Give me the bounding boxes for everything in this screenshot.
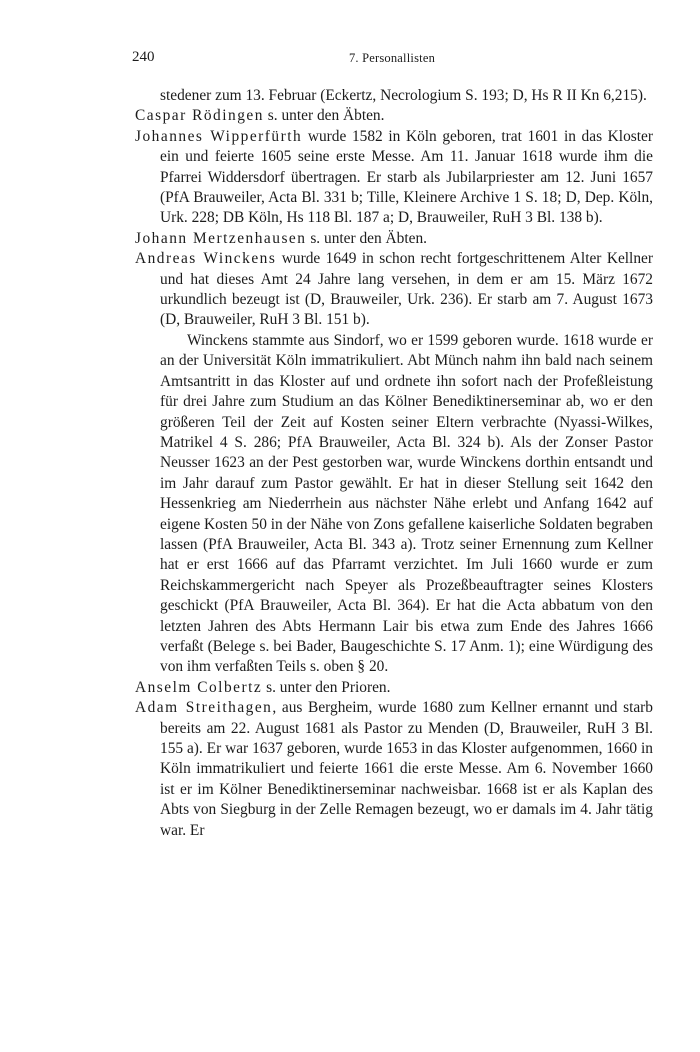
continuation-text: stedener zum 13. Februar (Eckertz, Necrologium S. 193; D, Hs R II Kn 6,215).	[160, 87, 647, 104]
entry-name: Adam Streithagen	[135, 699, 273, 717]
entry-text: , aus Bergheim, wurde 1680 zum Kellner ernannt und starb bereits am 22. August 1681 als Pastor zu Menden (D, Brauweiler, RuH 3 Bl. 155 a). Er war 1637 geboren, wurde 1653 in das Kloster aufgenommen, 1660 in Köln immatrikuliert und feierte 1661 die erste Messe. Am 6. November 1660 ist er im Kölner Benediktinerseminar nachweisbar. 1668 ist er als Kaplan des Abts von Siegburg in der Zelle Remagen bezeugt, wo er damals im 4. Jahr tätig war. Er	[160, 699, 653, 839]
entry-adam-streithagen	[135, 698, 653, 841]
entry-name: Andreas Winckens	[135, 250, 277, 268]
entry-anselm-colbertz	[135, 678, 653, 698]
page-header	[132, 47, 652, 67]
entry-name: Anselm Colbertz	[135, 678, 263, 696]
entry-text: s. unter den Äbten.	[306, 229, 428, 247]
entry-paragraph: Winckens stammte aus Sindorf, wo er 1599 geboren wurde. 1618 wurde er an der Universität Köln immatrikuliert. Abt Münch nahm ihn bald nach seinem Amtsantritt in das Kloster auf und ordnete ihn sofort nach der Profeßleistung für drei Jahre zum Studium an das Kölner Benediktinerseminar ab, wo er den größeren Teil der Zeit auf Kosten seiner Eltern verbrachte (Nyassi-Wilkes, Matrikel 4 S. 286; PfA Brauweiler, Acta Bl. 324 b). Als der Zonser Pastor Neusser 1623 an der Pest gestorben war, wurde Winckens dorthin entsandt und im Jahr darauf zum Pastor gewählt. Er hat in dieser Stellung seit 1642 den Hessenkrieg am Niederrhein aus nächster Nähe erlebt und Anfang 1642 auf eigene Kosten 50 in der Nähe von Zons gefallene kaiserliche Soldaten begraben lassen (PfA Brauweiler, Acta Bl. 343 a). Trotz seiner Ernennung zum Kellner hat er erst 1666 auf das Pfarramt verzichtet. Im Juli 1660 wurde er zum Reichskammergericht nach Speyer als Prozeßbeauftragter seines Klosters geschickt (PfA Brauweiler, Acta Bl. 364). Er hat die Acta abbatum von den letzten Jahren des Abts Hermann Lair bis etwa zum Ende des Jahres 1666 verfaßt (Belege s. bei Bader, Baugeschichte S. 17 Anm. 1); eine Würdigung des von ihm verfaßten Teils s. oben § 20.	[160, 331, 653, 676]
body-text	[135, 86, 653, 841]
entry-name: Johannes Wipperfürth	[135, 127, 303, 145]
entry-text: s. unter den Prioren.	[262, 678, 391, 696]
entry-text: s. unter den Äbten.	[263, 107, 385, 125]
running-title: 7. Personallisten	[348, 51, 436, 65]
entry-name: Caspar Rödingen	[135, 107, 264, 125]
page-number: 240	[132, 49, 155, 65]
entry-johann-mertzenhausen	[135, 229, 653, 249]
entry-name: Johann Mertzenhausen	[135, 229, 307, 247]
entry-andreas-winckens	[135, 249, 653, 331]
entry-johannes-wipperfuerth	[135, 127, 653, 229]
entry-text: wurde 1649 in schon recht fortgeschrittenem Alter Kellner und hat dieses Amt 24 Jahre lang versehen, in dem er am 15. März 1672 urkundlich bezeugt ist (D, Brauweiler, Urk. 236). Er starb am 7. August 1673 (D, Brauweiler, RuH 3 Bl. 151 b).	[160, 250, 653, 329]
entry-caspar-roedingen	[135, 106, 653, 126]
entry-text: wurde 1582 in Köln geboren, trat 1601 in das Kloster ein und feierte 1605 seine erste Messe. Am 11. Januar 1618 wurde ihm die Pfarrei Widdersdorf übertragen. Er starb als Jubilarpriester am 12. Juni 1657 (PfA Brauweiler, Acta Bl. 331 b; Tille, Kleinere Archive 1 S. 18; D, Dep. Köln, Urk. 228; DB Köln, Hs 118 Bl. 187 a; D, Brauweiler, RuH 3 Bl. 138 b).	[160, 127, 653, 227]
